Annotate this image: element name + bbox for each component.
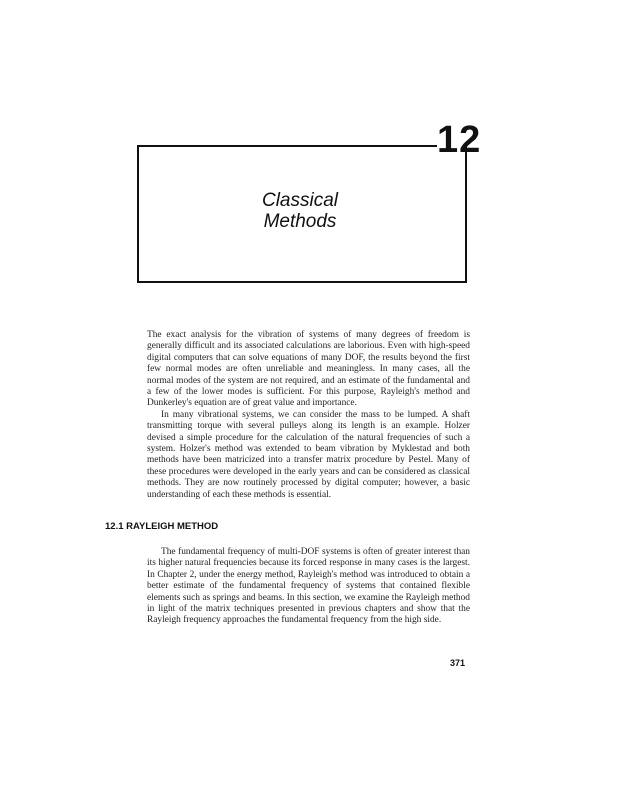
chapter-title-line-2: Methods [263, 211, 337, 232]
chapter-number: 12 [437, 119, 482, 161]
chapter-title [175, 190, 425, 232]
intro-text [147, 330, 470, 501]
section-heading: 12.1 RAYLEIGH METHOD [105, 521, 219, 532]
section-paragraph-1: The fundamental frequency of multi-DOF systems is often of greater interest than its higher natural frequencies because its forced response in many cases is the largest. In Chapter 2, under the energy method, Rayleigh's method was introduced to obtain a better estimate of the fundamental frequency of systems that contained flexible elements such as springs and beams. In this section, we examine the Rayleigh method in light of the matrix techniques presented in previous chapters and show that the Rayleigh frequency approaches the fundamental frequency from the high side. [147, 547, 470, 626]
intro-paragraph-2: In many vibrational systems, we can consider the mass to be lumped. A shaft transmitting torque with several pulleys along its length is an example. Holzer devised a simple procedure for the calculation of the natural frequencies of such a system. Holzer's method was extended to beam vibration by Myklestad and both methods have been matricized into a transfer matrix procedure by Pestel. Many of these procedures were developed in the early years and can be considered as classical methods. They are now routinely processed by digital computer; however, a basic understanding of each these methods is essential. [147, 409, 470, 500]
intro-paragraph-1: The exact analysis for the vibration of systems of many degrees of freedom is generally difficult and its associated calculations are laborious. Even with high-speed digital computers that can solve equations of many DOF, the results beyond the first few normal modes are often unreliable and meaningless. In many cases, all the normal modes of the system are not required, and an estimate of the fundamental and a few of the lower modes is sufficient. For this purpose, Rayleigh's method and Dunkerley's equation are of great value and importance. [147, 330, 470, 409]
page-number: 371 [450, 658, 466, 668]
section-text [147, 547, 470, 627]
chapter-title-line-1: Classical [261, 190, 339, 211]
